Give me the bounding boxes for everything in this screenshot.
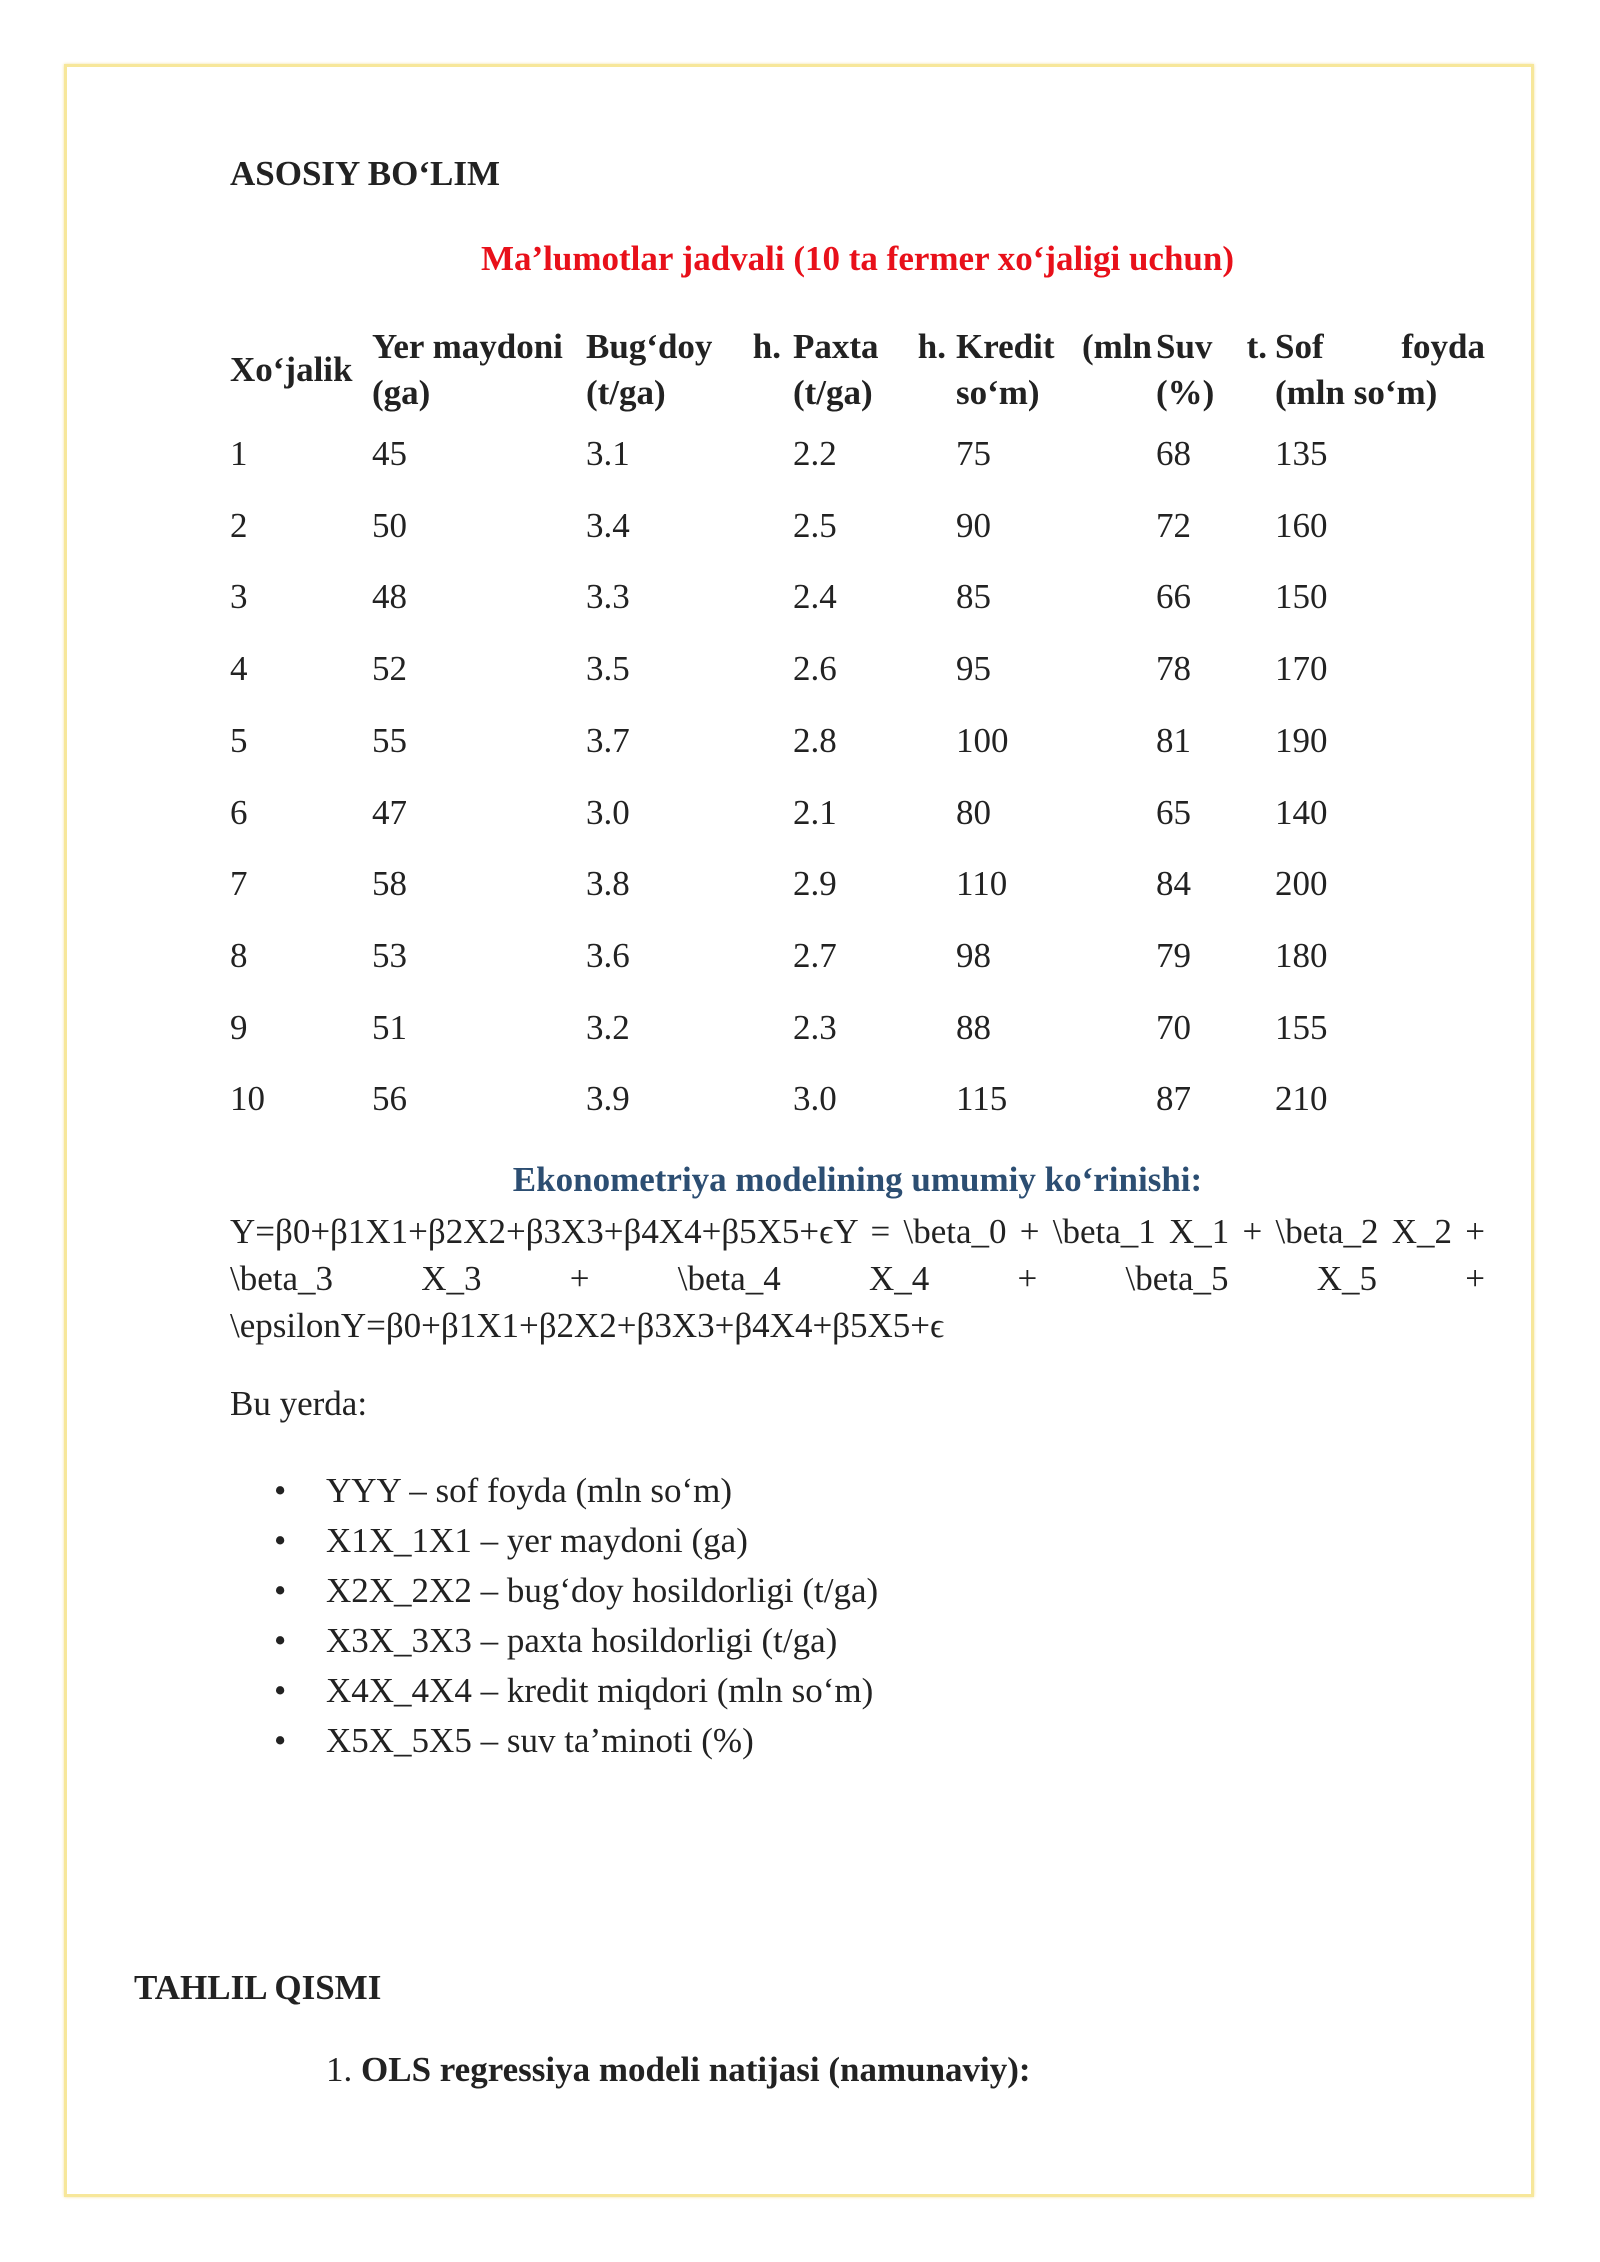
table-cell: 210	[1275, 1079, 1328, 1119]
bullet-icon: •	[274, 1621, 287, 1660]
table-cell: 51	[372, 1007, 407, 1047]
table-cell: 3.1	[586, 434, 630, 473]
table-cell: 110	[956, 864, 1008, 904]
table-cell: 3.7	[586, 720, 630, 760]
table-cell: 88	[956, 1007, 991, 1047]
table-cell: 2	[230, 505, 248, 545]
table-cell: 68	[1156, 434, 1191, 473]
table-cell: 65	[1156, 792, 1191, 832]
table-cell: 84	[1156, 864, 1191, 904]
table-cell: 85	[956, 577, 991, 617]
table-cell: 3.0	[793, 1079, 837, 1119]
list-item: • X3X_3X3 – paxta hosildorligi (t/ga)	[230, 1616, 878, 1666]
table-row	[230, 1063, 1485, 1135]
table-cell: 3.0	[586, 792, 630, 832]
table-cell: 66	[1156, 577, 1191, 617]
table-cell: 140	[1275, 792, 1328, 832]
table-cell: 2.5	[793, 505, 837, 545]
variable-list	[230, 1466, 878, 1766]
item-text: OLS regressiya modeli natijasi (namunaviy):	[361, 2050, 1031, 2089]
table-cell: 48	[372, 577, 407, 617]
header-credit: Kredit (mln so‘m)	[956, 327, 1152, 412]
bullet-icon: •	[274, 1521, 287, 1560]
table-cell: 190	[1275, 720, 1328, 760]
table-cell: 200	[1275, 864, 1328, 904]
table-cell: 3.6	[586, 935, 630, 975]
analysis-heading: TAHLIL QISMI	[134, 1968, 382, 2007]
table-cell: 155	[1275, 1007, 1328, 1047]
header-wheat-yield: Bug‘doy h. (t/ga)	[586, 327, 781, 412]
table-cell: 7	[230, 864, 248, 904]
numbered-item-1	[326, 2050, 1031, 2090]
table-cell: 80	[956, 792, 991, 832]
table-cell: 45	[372, 434, 407, 473]
list-item: • X5X_5X5 – suv ta’minoti (%)	[230, 1716, 878, 1766]
table-cell: 58	[372, 864, 407, 904]
table-row	[230, 561, 1485, 633]
model-heading: Ekonometriya modelining umumiy ko‘rinishi:	[512, 1160, 1203, 1199]
table-cell: 2.4	[793, 577, 837, 617]
table-cell: 3.3	[586, 577, 630, 617]
table-cell: 72	[1156, 505, 1191, 545]
table-cell: 3	[230, 577, 248, 617]
table-cell: 150	[1275, 577, 1328, 617]
table-cell: 47	[372, 792, 407, 832]
table-cell: 135	[1275, 434, 1328, 473]
bullet-icon: •	[274, 1571, 287, 1610]
section-heading: ASOSIY BO‘LIM	[230, 154, 501, 193]
table-row	[230, 633, 1485, 705]
table-cell: 3.2	[586, 1007, 630, 1047]
table-cell: 3.5	[586, 649, 630, 689]
table-cell: 115	[956, 1079, 1008, 1119]
table-cell: 180	[1275, 935, 1328, 975]
list-item: • X2X_2X2 – bug‘doy hosildorligi (t/ga)	[230, 1566, 878, 1616]
table-cell: 1	[230, 434, 248, 473]
header-water: Suv t. (%)	[1156, 327, 1267, 412]
table-cell: 79	[1156, 935, 1191, 975]
data-table	[230, 322, 1485, 1135]
table-cell: 81	[1156, 720, 1191, 760]
table-cell: 2.7	[793, 935, 837, 975]
table-title: Ma’lumotlar jadvali (10 ta fermer xo‘jaligi uchun)	[480, 239, 1235, 278]
table-cell: 78	[1156, 649, 1191, 689]
table-cell: 10	[230, 1079, 265, 1119]
table-cell: 90	[956, 505, 991, 545]
bullet-icon: •	[274, 1471, 287, 1510]
list-item: • X4X_4X4 – kredit miqdori (mln so‘m)	[230, 1666, 878, 1716]
item-number: 1.	[326, 2050, 353, 2089]
table-cell: 3.8	[586, 864, 630, 904]
table-cell: 2.8	[793, 720, 837, 760]
table-cell: 50	[372, 505, 407, 545]
table-cell: 87	[1156, 1079, 1191, 1119]
table-cell: 170	[1275, 649, 1328, 689]
list-item: • YYY – sof foyda (mln so‘m)	[230, 1466, 878, 1516]
table-cell: 3.4	[586, 505, 630, 545]
table-cell: 2.9	[793, 864, 837, 904]
table-cell: 98	[956, 935, 991, 975]
bullet-icon: •	[274, 1721, 287, 1760]
bullet-icon: •	[274, 1671, 287, 1710]
where-label: Bu yerda:	[230, 1384, 368, 1423]
table-cell: 3.9	[586, 1079, 630, 1119]
table-cell: 9	[230, 1007, 248, 1047]
table-cell: 5	[230, 720, 248, 760]
model-formula: Y=β0+β1X1+β2X2+β3X3+β4X4+β5X5+ϵY = \beta_0 + \beta_1 X_1 + \beta_2 X_2 + \beta_3 X_3 + \beta_4 X_4 + \beta_5 X_5 + \epsilonY=β0+β1X1+β2X2+β3X3+β4X4+β5X5+ϵ	[230, 1212, 1485, 1345]
table-cell: 52	[372, 649, 407, 689]
table-cell: 6	[230, 792, 248, 832]
table-cell: 70	[1156, 1007, 1191, 1047]
table-cell: 2.1	[793, 792, 837, 832]
table-cell: 2.3	[793, 1007, 837, 1047]
table-row	[230, 777, 1485, 849]
table-row	[230, 848, 1485, 920]
table-cell: 160	[1275, 505, 1328, 545]
table-cell: 100	[956, 720, 1009, 760]
table-row	[230, 418, 1485, 490]
table-row	[230, 920, 1485, 992]
table-cell: 56	[372, 1079, 407, 1119]
table-row	[230, 705, 1485, 777]
table-row	[230, 490, 1485, 562]
header-cotton-yield: Paxta h. (t/ga)	[793, 327, 946, 412]
table-cell: 2.2	[793, 434, 837, 473]
header-land-area: Yer maydoni (ga)	[372, 327, 563, 412]
header-farm: Xo‘jalik	[230, 350, 353, 389]
table-cell: 2.6	[793, 649, 837, 689]
table-row	[230, 992, 1485, 1064]
table-cell: 95	[956, 649, 991, 689]
header-net-profit: Sof foyda (mln so‘m)	[1275, 327, 1485, 412]
table-cell: 75	[956, 434, 991, 473]
list-item: • X1X_1X1 – yer maydoni (ga)	[230, 1516, 878, 1566]
table-cell: 8	[230, 935, 248, 975]
table-cell: 53	[372, 935, 407, 975]
table-cell: 4	[230, 649, 248, 689]
table-header-row	[230, 322, 1485, 418]
table-cell: 55	[372, 720, 407, 760]
